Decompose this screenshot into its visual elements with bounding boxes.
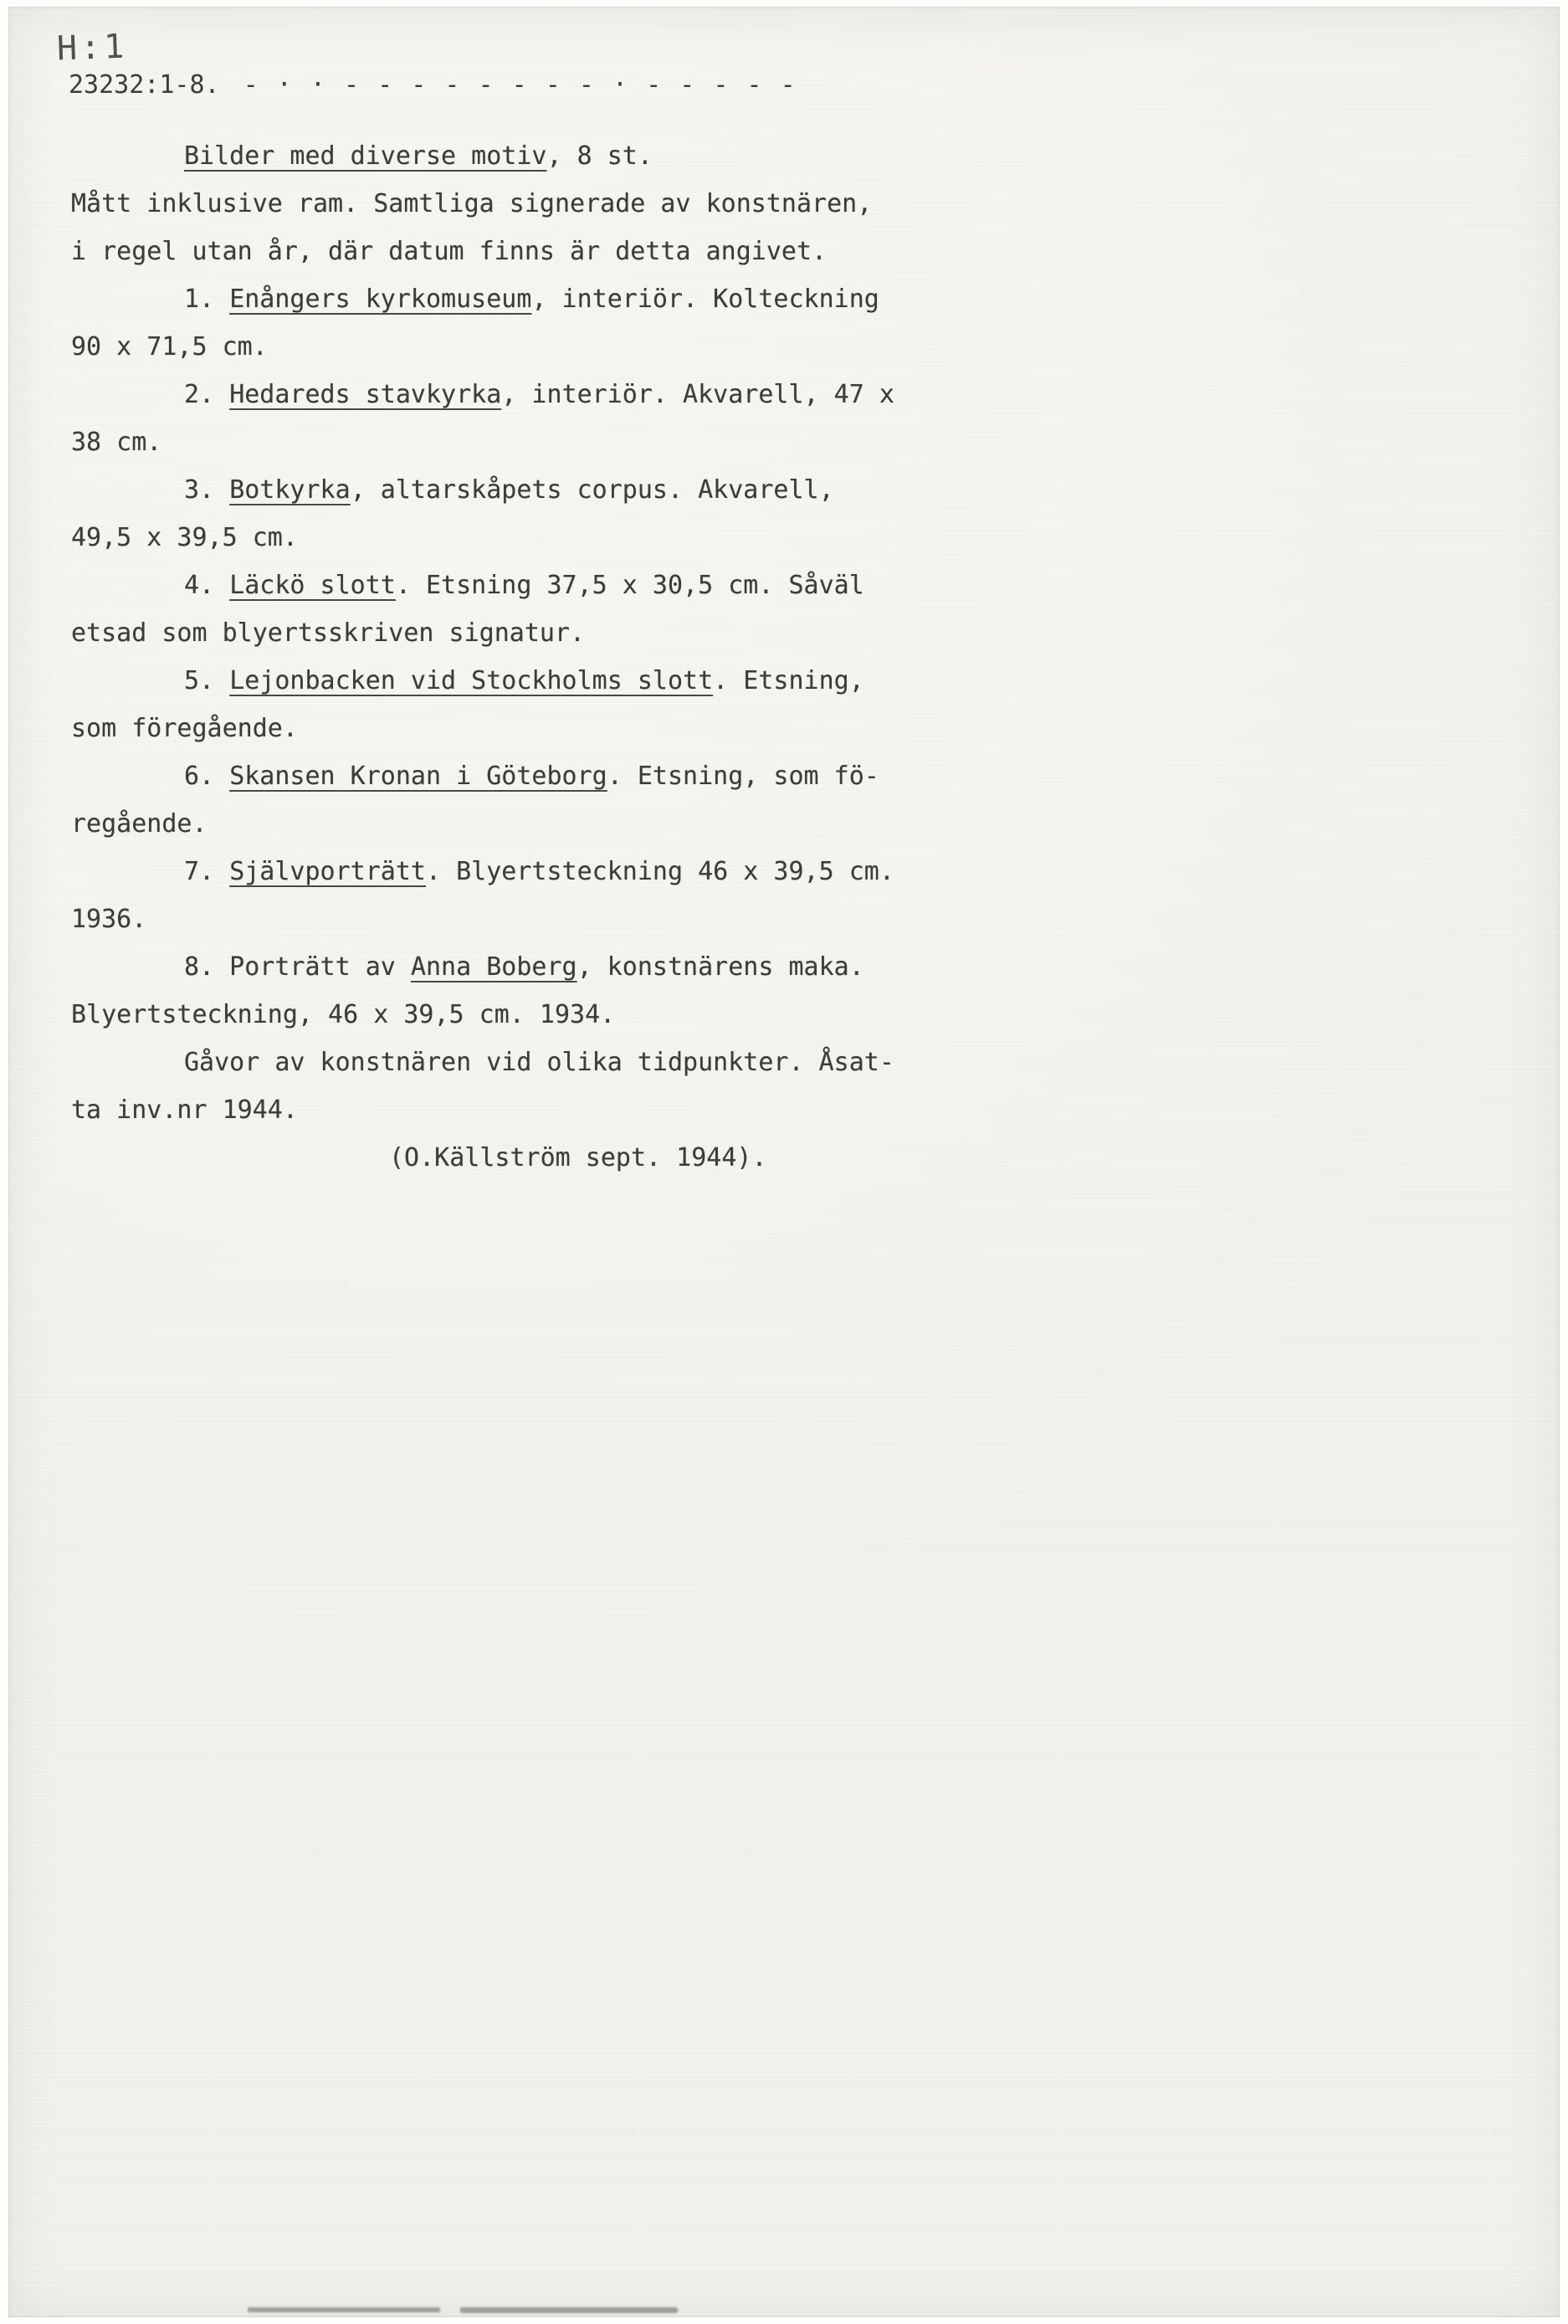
document-line bbox=[8, 418, 1560, 466]
text-segment: 8. Porträtt av bbox=[184, 952, 411, 982]
text-segment: som föregående. bbox=[71, 714, 298, 743]
document-line bbox=[8, 752, 1560, 800]
text-segment: Mått inklusive ram. Samtliga signerade av konstnären, bbox=[71, 189, 873, 218]
underlined-title: Anna Boberg bbox=[410, 952, 577, 982]
text-segment: 3. bbox=[184, 475, 230, 505]
text-segment: 90 x 71,5 cm. bbox=[71, 332, 268, 362]
document-line bbox=[8, 132, 1560, 180]
text-segment: , interiör. Akvarell, 47 x bbox=[501, 380, 894, 409]
scan-artifact bbox=[460, 2307, 678, 2313]
underlined-title: Självporträtt bbox=[229, 857, 426, 886]
text-segment: ta inv.nr 1944. bbox=[71, 1095, 298, 1125]
document-line bbox=[8, 514, 1560, 562]
text-segment: 2. bbox=[184, 380, 230, 409]
text-segment: 1936. bbox=[71, 905, 147, 934]
text-segment: Blyertsteckning, 46 x 39,5 cm. 1934. bbox=[71, 1000, 616, 1029]
text-segment: . Blyertsteckning 46 x 39,5 cm. bbox=[426, 857, 894, 886]
underlined-title: Bilder med diverse motiv bbox=[184, 141, 547, 171]
text-segment: Gåvor av konstnären vid olika tidpunkter. Åsat- bbox=[184, 1048, 894, 1077]
document-line bbox=[8, 609, 1560, 657]
text-segment: i regel utan år, där datum finns är detta angivet. bbox=[71, 237, 828, 266]
document-line bbox=[8, 800, 1560, 848]
underlined-title: Hedareds stavkyrka bbox=[229, 380, 502, 409]
document-body bbox=[8, 132, 1560, 1182]
handwritten-mark: H:1 bbox=[56, 27, 129, 69]
text-segment: . Etsning, bbox=[713, 666, 864, 695]
text-segment: 4. bbox=[184, 571, 230, 600]
document-line bbox=[8, 371, 1560, 418]
document-line bbox=[8, 943, 1560, 991]
document-line bbox=[8, 895, 1560, 943]
text-segment: 6. bbox=[184, 762, 230, 791]
text-segment: 7. bbox=[184, 857, 230, 886]
paper-background bbox=[8, 7, 1560, 2317]
document-line bbox=[8, 228, 1560, 275]
document-line bbox=[8, 705, 1560, 752]
inventory-header bbox=[69, 70, 797, 100]
document-line bbox=[8, 1039, 1560, 1086]
document-line bbox=[8, 466, 1560, 514]
document-line bbox=[8, 180, 1560, 228]
document-line bbox=[8, 991, 1560, 1039]
text-segment: , 8 st. bbox=[546, 141, 653, 171]
text-segment: . Etsning, som fö- bbox=[607, 762, 879, 791]
document-line bbox=[8, 848, 1560, 895]
text-segment: (O.Källström sept. 1944). bbox=[389, 1143, 767, 1172]
text-segment: 49,5 x 39,5 cm. bbox=[71, 523, 298, 552]
underlined-title: Enångers kyrkomuseum bbox=[229, 285, 532, 314]
text-segment: regående. bbox=[71, 809, 208, 839]
document-line bbox=[8, 657, 1560, 705]
text-segment: 5. bbox=[184, 666, 230, 695]
underlined-title: Läckö slott bbox=[229, 571, 396, 600]
inventory-number: 23232:1-8. bbox=[69, 70, 220, 100]
text-segment: , altarskåpets corpus. Akvarell, bbox=[350, 475, 834, 505]
text-segment: etsad som blyertsskriven signatur. bbox=[71, 618, 586, 648]
document-line bbox=[8, 1134, 1560, 1182]
text-segment: 38 cm. bbox=[71, 428, 162, 457]
document-line bbox=[8, 323, 1560, 371]
document-line bbox=[8, 275, 1560, 323]
underlined-title: Botkyrka bbox=[229, 475, 351, 505]
text-segment: 1. bbox=[184, 285, 230, 314]
dash-trail: - · · - - - - - - - - · - - - - - bbox=[243, 70, 797, 100]
document-line bbox=[8, 1086, 1560, 1134]
scan-artifact bbox=[248, 2307, 440, 2312]
document-line bbox=[8, 562, 1560, 609]
text-segment: , konstnärens maka. bbox=[576, 952, 864, 982]
text-segment: . Etsning 37,5 x 30,5 cm. Såväl bbox=[395, 571, 864, 600]
underlined-title: Skansen Kronan i Göteborg bbox=[229, 762, 607, 791]
underlined-title: Lejonbacken vid Stockholms slott bbox=[229, 666, 714, 695]
text-segment: , interiör. Kolteckning bbox=[531, 285, 879, 314]
